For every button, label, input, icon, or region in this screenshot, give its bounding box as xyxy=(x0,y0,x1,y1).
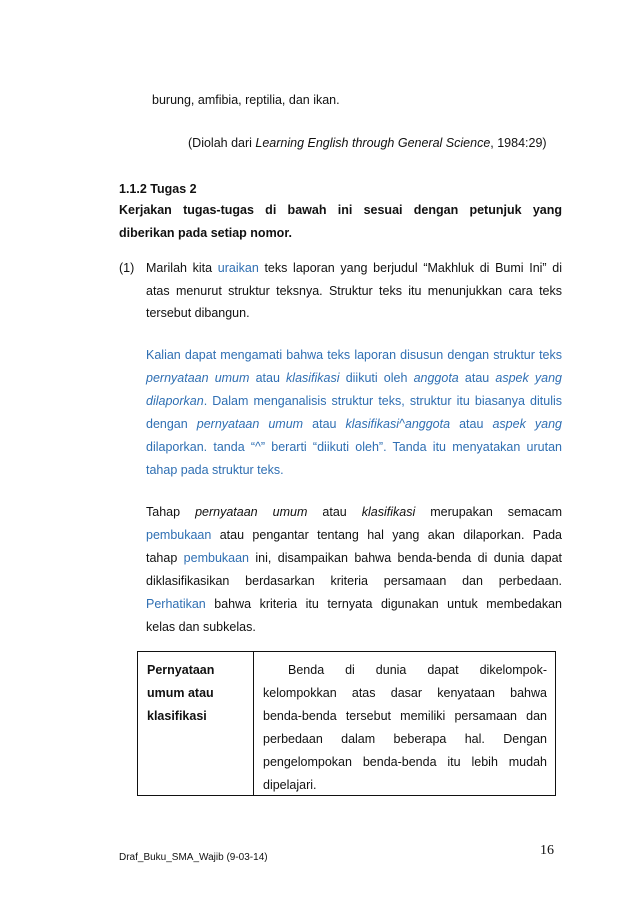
blue-text: . Dalam menganalisis struktur teks, struktur itu biasanya ditulis xyxy=(203,394,562,408)
term: pernyataan umum xyxy=(195,505,308,519)
body-text: atau pengantar tentang hal yang akan dilaporkan. Pada xyxy=(211,528,562,542)
body-line: kelas dan subkelas. xyxy=(146,620,256,634)
term: aspek yang xyxy=(495,371,562,385)
table-text-line: kelompokkan atas dasar kenyataan bahwa xyxy=(263,686,547,700)
term: klasifikasi xyxy=(361,505,416,519)
blue-text: atau xyxy=(249,371,287,385)
table-label-line: klasifikasi xyxy=(147,709,207,723)
table-label-line: Pernyataan xyxy=(147,663,215,677)
page-number: 16 xyxy=(540,843,554,858)
item-line: atas menurut struktur teksnya. Struktur teks itu menunjukkan cara teks xyxy=(146,284,562,298)
item-text: teks laporan yang berjudul “Makhluk di Bumi Ini” di xyxy=(258,261,562,275)
body-text: merupakan semacam xyxy=(415,505,562,519)
term: pernyataan umum xyxy=(196,417,304,431)
blue-line xyxy=(146,417,562,431)
blue-text: atau xyxy=(450,417,493,431)
column-divider xyxy=(253,652,254,795)
footer-label: Draf_Buku_SMA_Wajib (9-03-14) xyxy=(119,852,268,863)
term: dilaporkan xyxy=(146,394,204,408)
highlight-word: pembukaan xyxy=(146,528,212,542)
body-line xyxy=(146,551,562,565)
citation-suffix: , 1984:29) xyxy=(490,136,547,150)
term: klasifikasi^anggota xyxy=(345,417,451,431)
blue-text: atau xyxy=(458,371,496,385)
item-line xyxy=(146,261,562,275)
item-line: tersebut dibangun. xyxy=(146,306,250,320)
blue-text: diikuti oleh xyxy=(339,371,414,385)
section-heading: 1.1.2 Tugas 2 xyxy=(119,182,197,196)
highlight-word: Perhatikan xyxy=(146,597,206,611)
term: aspek yang xyxy=(492,417,562,431)
text-line: burung, amfibia, reptilia, dan ikan. xyxy=(152,93,340,107)
blue-text: dengan xyxy=(146,417,197,431)
table-text-line: dipelajari. xyxy=(263,778,317,792)
instruction-line: Kerjakan tugas-tugas di bawah ini sesuai dengan petunjuk yang xyxy=(119,203,562,217)
blue-line: tahap pada struktur teks. xyxy=(146,463,284,477)
term: anggota xyxy=(413,371,459,385)
blue-line: Kalian dapat mengamati bahwa teks laporan disusun dengan struktur teks xyxy=(146,348,562,362)
blue-text: atau xyxy=(303,417,346,431)
instruction-line: diberikan pada setiap nomor. xyxy=(119,226,292,240)
table-label-line: umum atau xyxy=(147,686,214,700)
body-line xyxy=(146,528,562,542)
body-text: Tahap xyxy=(146,505,196,519)
body-text: ini, disampaikan bahwa benda-benda di dunia dapat xyxy=(249,551,562,565)
citation-prefix: (Diolah dari xyxy=(188,136,256,150)
table-text-line: perbedaan dalam beberapa hal. Dengan xyxy=(263,732,547,746)
term: klasifikasi xyxy=(286,371,340,385)
highlight-word: uraikan xyxy=(217,261,259,275)
body-line: diklasifikasikan berdasarkan kriteria persamaan dan perbedaan. xyxy=(146,574,562,588)
body-text: atau xyxy=(307,505,362,519)
body-line xyxy=(146,505,562,519)
item-number: (1) xyxy=(119,261,135,275)
highlight-word: pembukaan xyxy=(183,551,249,565)
table-text-line: Benda di dunia dapat dikelompok- xyxy=(288,663,547,677)
blue-line xyxy=(146,371,562,385)
table-text-line: pengelompokan benda-benda itu lebih mudah xyxy=(263,755,547,769)
citation-title: Learning English through General Science xyxy=(255,136,491,150)
body-text: tahap xyxy=(146,551,184,565)
body-text: bahwa kriteria itu ternyata digunakan untuk membedakan xyxy=(205,597,562,611)
body-line xyxy=(146,597,562,611)
structure-table xyxy=(137,651,556,796)
blue-line: dilaporkan. tanda “^” berarti “diikuti oleh”. Tanda itu menyatakan urutan xyxy=(146,440,562,454)
item-text: Marilah kita xyxy=(146,261,218,275)
table-text-line: benda-benda tersebut memiliki persamaan dan xyxy=(263,709,547,723)
blue-line xyxy=(146,394,562,408)
term: pernyataan umum xyxy=(146,371,250,385)
citation xyxy=(188,136,547,150)
